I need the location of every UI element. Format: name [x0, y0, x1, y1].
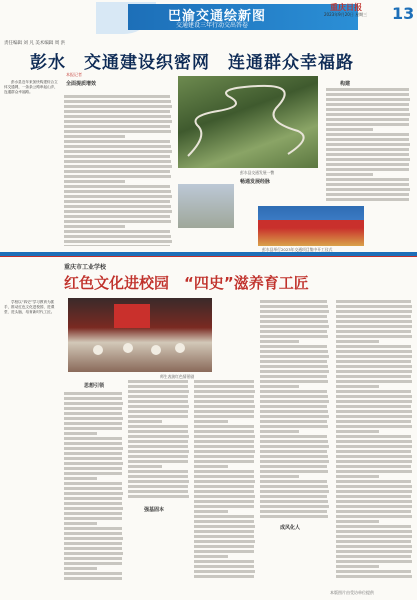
article1-body-col1: [64, 90, 174, 246]
text-line: [64, 412, 122, 415]
text-line: [64, 422, 122, 425]
text-line: [64, 457, 122, 460]
text-line: [336, 535, 412, 538]
text-line: [194, 445, 254, 448]
text-line: [64, 557, 122, 560]
text-line: [336, 505, 412, 508]
text-line: [64, 95, 170, 98]
text-line: [336, 555, 411, 558]
text-line: [64, 205, 171, 208]
text-line: [194, 405, 255, 408]
text-line: [260, 345, 327, 348]
text-line: [326, 188, 410, 191]
text-line: [260, 475, 299, 478]
text-line: [64, 407, 122, 410]
text-line: [64, 185, 170, 188]
article2-subhead-2: 强基固本: [144, 507, 165, 513]
text-line: [326, 173, 373, 176]
text-line: [326, 183, 409, 186]
text-line: [194, 420, 228, 423]
text-line: [336, 525, 411, 528]
text-line: [260, 365, 328, 368]
text-line: [336, 565, 379, 568]
text-line: [128, 450, 189, 453]
text-line: [64, 517, 122, 520]
text-line: [336, 420, 411, 423]
article2-lead-column: [4, 300, 60, 560]
text-line: [64, 220, 171, 223]
text-line: [64, 487, 122, 490]
text-line: [194, 440, 254, 443]
article2-subhead-3: 成风化人: [280, 525, 301, 531]
text-line: [194, 535, 254, 538]
text-line: [326, 108, 409, 111]
text-line: [64, 562, 122, 565]
text-line: [326, 133, 409, 136]
text-line: [64, 522, 97, 525]
article1-body-col3: [326, 88, 412, 206]
text-line: [64, 120, 172, 123]
text-line: [64, 437, 122, 440]
text-line: [326, 123, 409, 126]
text-line: [336, 570, 411, 573]
performance-illustration: [68, 298, 212, 372]
text-line: [194, 410, 254, 413]
editor-credit: 责任编辑 刘 凡 美术编辑 周 洪: [4, 41, 66, 46]
text-line: [260, 440, 328, 443]
text-line: [260, 500, 328, 503]
text-line: [128, 470, 188, 473]
text-line: [326, 138, 409, 141]
text-line: [128, 415, 188, 418]
text-line: [64, 507, 123, 510]
article2-kicker: 重庆市工业学校: [64, 264, 107, 271]
text-line: [64, 477, 97, 480]
photo-caption-3: 师生表演红色情景剧: [160, 374, 195, 379]
text-line: [64, 462, 123, 465]
text-line: [194, 490, 254, 493]
text-line: [194, 575, 254, 578]
text-line: [336, 550, 412, 553]
text-line: [260, 425, 328, 428]
text-line: [64, 397, 122, 400]
text-line: [336, 545, 412, 548]
text-line: [260, 315, 327, 318]
text-line: [336, 370, 412, 373]
text-line: [128, 485, 188, 488]
text-line: [194, 475, 254, 478]
text-line: [194, 505, 254, 508]
text-line: [194, 545, 254, 548]
text-line: [336, 380, 412, 383]
text-line: [128, 495, 189, 498]
text-line: [336, 540, 411, 543]
text-line: [336, 330, 411, 333]
text-line: [336, 345, 411, 348]
text-line: [128, 410, 188, 413]
text-line: [326, 103, 409, 106]
text-line: [260, 360, 327, 363]
text-line: [336, 390, 411, 393]
text-line: [260, 410, 328, 413]
text-line: [128, 390, 189, 393]
text-line: [260, 430, 299, 433]
text-line: [128, 380, 188, 383]
text-line: [260, 435, 327, 438]
text-line: [194, 415, 254, 418]
text-line: [64, 537, 123, 540]
text-line: [260, 355, 329, 358]
text-line: [64, 577, 122, 580]
text-line: [128, 480, 189, 483]
text-line: [194, 525, 255, 528]
text-line: [64, 125, 170, 128]
text-line: [64, 532, 122, 535]
text-line: [336, 355, 412, 358]
text-line: [260, 480, 327, 483]
text-line: [194, 380, 254, 383]
text-line: [194, 550, 254, 553]
text-line: [260, 300, 327, 303]
text-line: [336, 430, 379, 433]
text-line: [260, 380, 328, 383]
text-line: [336, 510, 411, 513]
text-line: [336, 395, 412, 398]
text-line: [260, 395, 328, 398]
text-line: [336, 315, 411, 318]
text-line: [128, 385, 188, 388]
text-line: [64, 527, 122, 530]
article1-lead: 彭水县近年来加快构建综合立体交通网，一条条公路串起山乡，连通群众幸福路。: [4, 80, 58, 94]
text-line: [336, 320, 412, 323]
text-line: [336, 455, 412, 458]
text-line: [194, 495, 255, 498]
text-line: [64, 240, 172, 243]
text-line: [194, 555, 228, 558]
text-line: [194, 435, 255, 438]
text-line: [326, 113, 410, 116]
text-line: [336, 490, 412, 493]
text-line: [128, 405, 189, 408]
text-line: [260, 495, 327, 498]
text-line: [64, 512, 122, 515]
text-line: [194, 385, 254, 388]
text-line: [326, 168, 409, 171]
text-line: [128, 395, 188, 398]
text-line: [336, 465, 411, 468]
text-line: [336, 560, 412, 563]
text-line: [260, 340, 299, 343]
article2-subhead-1: 思想引领: [84, 383, 105, 389]
text-line: [260, 325, 329, 328]
text-line: [64, 547, 122, 550]
text-line: [128, 445, 188, 448]
text-line: [64, 210, 172, 213]
text-line: [64, 145, 171, 148]
article1-subhead-3: 构建: [340, 81, 351, 87]
article2-body-col2: [128, 380, 190, 500]
text-line: [260, 455, 328, 458]
text-line: [64, 467, 122, 470]
text-line: [194, 455, 254, 458]
text-line: [260, 505, 329, 508]
text-line: [194, 565, 254, 568]
text-line: [64, 502, 122, 505]
text-line: [64, 427, 122, 430]
text-line: [336, 470, 412, 473]
text-line: [336, 300, 411, 303]
text-line: [326, 198, 409, 201]
column-title: 巴渝交通绘新图: [168, 9, 267, 24]
text-line: [336, 305, 412, 308]
performance-photo: [68, 298, 212, 372]
text-line: [336, 440, 412, 443]
text-line: [336, 520, 379, 523]
text-line: [128, 455, 188, 458]
text-line: [326, 178, 409, 181]
text-line: [64, 447, 123, 450]
article1-subhead-2: 畅通发展经脉: [240, 179, 271, 185]
text-line: [64, 230, 170, 233]
mountain-road-photo: [178, 76, 318, 168]
text-line: [64, 190, 171, 193]
issue-date: 2023年9月20日 星期三: [324, 12, 368, 17]
page-footer: 本版图片由受访单位提供: [330, 590, 374, 595]
text-line: [128, 430, 188, 433]
text-line: [260, 330, 327, 333]
text-line: [326, 88, 409, 91]
text-line: [336, 515, 412, 518]
text-line: [64, 130, 171, 133]
text-line: [260, 335, 328, 338]
text-line: [194, 430, 254, 433]
text-line: [128, 490, 188, 493]
text-line: [194, 520, 254, 523]
text-line: [64, 572, 122, 575]
text-line: [260, 400, 329, 403]
text-line: [64, 160, 171, 163]
text-line: [64, 225, 125, 228]
text-line: [260, 310, 329, 313]
text-line: [326, 193, 409, 196]
text-line: [194, 500, 254, 503]
text-line: [336, 480, 411, 483]
text-line: [64, 175, 171, 178]
text-line: [194, 465, 228, 468]
text-line: [64, 150, 172, 153]
text-line: [128, 475, 188, 478]
text-line: [194, 485, 254, 488]
article1-lead-column: [4, 80, 58, 248]
text-line: [128, 425, 188, 428]
text-line: [326, 93, 409, 96]
text-line: [64, 497, 122, 500]
text-line: [64, 402, 123, 405]
text-line: [260, 405, 327, 408]
text-line: [64, 115, 171, 118]
text-line: [194, 510, 228, 513]
text-line: [194, 450, 255, 453]
text-line: [336, 530, 412, 533]
text-line: [128, 420, 162, 423]
text-line: [64, 135, 125, 138]
text-line: [194, 530, 254, 533]
text-line: [260, 470, 328, 473]
text-line: [260, 510, 327, 513]
article2-body-col4: [260, 300, 330, 520]
text-line: [326, 158, 410, 161]
ceremony-photo: [258, 206, 364, 246]
text-line: [194, 395, 254, 398]
text-line: [194, 460, 254, 463]
column-subtitle: 交通建设三年行动交出答卷: [176, 22, 249, 29]
text-line: [336, 435, 411, 438]
text-line: [194, 515, 254, 518]
text-line: [194, 560, 254, 563]
text-line: [64, 110, 170, 113]
text-line: [64, 170, 170, 173]
text-line: [64, 195, 172, 198]
text-line: [194, 570, 255, 573]
article1-byline: 本报记者: [66, 72, 82, 77]
text-line: [336, 335, 412, 338]
text-line: [64, 180, 125, 183]
text-line: [260, 485, 328, 488]
text-line: [336, 405, 411, 408]
text-line: [64, 567, 97, 570]
masthead: [0, 0, 417, 36]
text-line: [326, 143, 410, 146]
text-line: [64, 542, 122, 545]
text-line: [260, 375, 327, 378]
text-line: [336, 385, 379, 388]
article2-body-col5: [336, 300, 414, 580]
text-line: [336, 325, 412, 328]
text-line: [64, 105, 172, 108]
text-line: [336, 485, 412, 488]
article2-lead: 学校以“四史”学习教育为抓手，推动红色文化进校园、进课堂、进头脑，培育新时代工匠。: [4, 300, 55, 314]
text-line: [128, 460, 188, 463]
text-line: [336, 310, 412, 313]
text-line: [260, 350, 328, 353]
text-line: [260, 320, 328, 323]
photo-caption-2: 彭水县举行2023年交通项目集中开工仪式: [262, 247, 333, 252]
text-line: [260, 420, 327, 423]
text-line: [260, 390, 327, 393]
text-line: [336, 410, 412, 413]
text-line: [336, 400, 412, 403]
mountain-road-illustration: [178, 76, 318, 168]
text-line: [336, 475, 379, 478]
text-line: [128, 435, 189, 438]
newspaper-logo: 重庆日报: [330, 2, 362, 12]
text-line: [64, 482, 122, 485]
page-number: 13: [392, 4, 415, 23]
text-line: [64, 100, 171, 103]
article2-body-col1: [64, 392, 124, 582]
text-line: [64, 245, 170, 246]
text-line: [64, 140, 170, 143]
text-line: [260, 450, 327, 453]
text-line: [64, 165, 172, 168]
text-line: [260, 460, 329, 463]
text-line: [260, 370, 329, 373]
article1-subhead-1: 全面提质增效: [66, 81, 97, 87]
text-line: [260, 465, 327, 468]
text-line: [128, 440, 188, 443]
text-line: [260, 490, 329, 493]
text-line: [194, 470, 254, 473]
text-line: [64, 392, 122, 395]
text-line: [326, 148, 409, 151]
text-line: [64, 417, 123, 420]
text-line: [128, 400, 188, 403]
text-line: [64, 442, 122, 445]
text-line: [64, 235, 171, 238]
text-line: [194, 425, 254, 428]
text-line: [336, 350, 412, 353]
text-line: [64, 492, 123, 495]
text-line: [64, 200, 170, 203]
text-line: [336, 495, 411, 498]
text-line: [194, 540, 255, 543]
text-line: [64, 552, 123, 555]
text-line: [260, 305, 328, 308]
text-line: [326, 98, 410, 101]
text-line: [194, 400, 254, 403]
text-line: [64, 155, 170, 158]
text-line: [336, 425, 412, 428]
text-line: [260, 515, 328, 518]
text-line: [326, 118, 409, 121]
article2-headline: 红色文化进校园 “四史”滋养育工匠: [64, 274, 309, 292]
section-divider-accent: [0, 256, 417, 257]
photo-caption-1: 彭水县交通发展一瞥: [240, 170, 275, 175]
text-line: [128, 465, 162, 468]
site-photo: [178, 184, 234, 228]
text-line: [194, 480, 255, 483]
text-line: [64, 432, 97, 435]
text-line: [326, 128, 373, 131]
text-line: [326, 163, 409, 166]
text-line: [64, 472, 122, 475]
text-line: [260, 445, 329, 448]
text-line: [326, 153, 409, 156]
text-line: [336, 500, 412, 503]
text-line: [336, 340, 379, 343]
text-line: [336, 460, 412, 463]
article2-body-col3: [194, 380, 256, 580]
text-line: [336, 445, 412, 448]
text-line: [64, 215, 170, 218]
article1-headline: 彭水 交通建设织密网 连通群众幸福路: [30, 53, 354, 73]
text-line: [260, 415, 329, 418]
text-line: [64, 452, 122, 455]
text-line: [336, 360, 411, 363]
text-line: [194, 390, 255, 393]
text-line: [336, 415, 412, 418]
text-line: [336, 450, 411, 453]
text-line: [336, 375, 411, 378]
text-line: [336, 575, 412, 578]
text-line: [336, 365, 412, 368]
text-line: [260, 385, 299, 388]
